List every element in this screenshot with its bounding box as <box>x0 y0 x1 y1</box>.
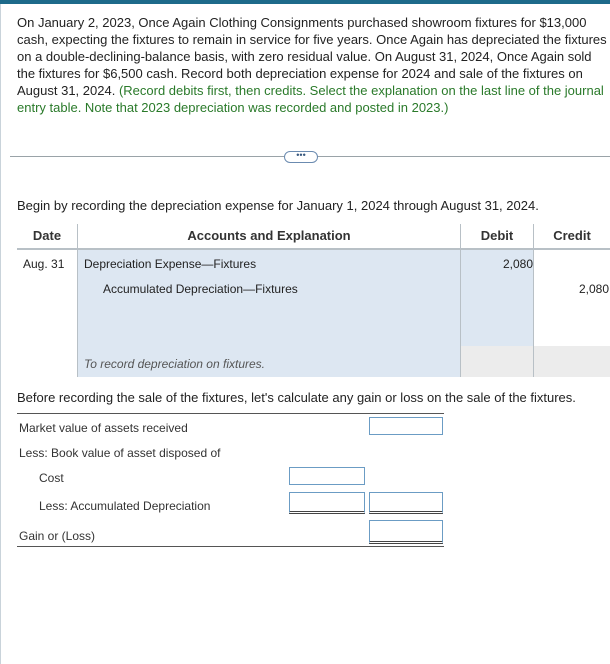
depreciation-instruction: Begin by recording the depreciation expense for January 1, 2024 through August 31, 2024. <box>17 198 539 213</box>
gain-loss-instruction: Before recording the sale of the fixtures, let's calculate any gain or loss on the sale of the fixtures. <box>17 390 576 405</box>
problem-text: On January 2, 2023, Once Again Clothing Consignments purchased showroom fixtures for $13,000 cash, expecting the fixtures to remain in service for five years. Once Again has depreciated the fixtures on a double-declining-balance basis, with zero residual value. On August 31, 2024, Once Again sold the fixtures for $6,500 cash. Record both depreciation expense for 2024 and sale of the fixtures on August 31, 2024. <box>17 15 607 98</box>
debit-header: Debit <box>461 224 533 250</box>
book-value-label: Less: Book value of asset disposed of <box>19 446 221 460</box>
problem-hint: (Record debits first, then credits. Select the explanation on the last line of the journal entry table. Note that 2023 depreciation was recorded and posted in 2023.) <box>17 83 604 115</box>
book-value-input[interactable] <box>369 492 443 514</box>
credit-account[interactable]: Accumulated Depreciation—Fixtures <box>103 282 298 296</box>
credit-explanation-row <box>534 346 610 377</box>
entry-explanation[interactable]: To record depreciation on fixtures. <box>84 357 265 371</box>
problem-statement <box>17 14 609 116</box>
gain-loss-top-rule <box>17 413 444 414</box>
credit-amount[interactable]: 2,080 <box>578 282 609 296</box>
accumulated-depreciation-label: Less: Accumulated Depreciation <box>39 499 211 513</box>
date-header: Date <box>17 224 77 250</box>
gain-loss-bottom-rule <box>17 546 444 547</box>
debit-amount[interactable]: 2,080 <box>502 257 533 271</box>
left-border <box>0 4 1 664</box>
column-divider <box>460 224 461 377</box>
accumulated-depreciation-input[interactable] <box>289 492 365 514</box>
gain-loss-label: Gain or (Loss) <box>19 529 96 543</box>
credit-header: Credit <box>534 224 610 250</box>
market-value-input[interactable] <box>369 417 443 435</box>
debit-account[interactable]: Depreciation Expense—Fixtures <box>84 257 257 271</box>
accounts-header: Accounts and Explanation <box>78 224 460 250</box>
expand-more-button[interactable]: ••• <box>284 151 318 163</box>
gain-loss-input[interactable] <box>369 520 443 544</box>
top-accent-bar <box>0 0 610 4</box>
column-divider <box>533 224 534 377</box>
column-divider <box>77 224 78 377</box>
entry-date: Aug. 31 <box>23 257 65 271</box>
journal-entry-table <box>17 224 610 377</box>
market-value-label: Market value of assets received <box>19 421 188 435</box>
cost-label: Cost <box>39 471 64 485</box>
debit-explanation-row <box>461 346 533 377</box>
cost-input[interactable] <box>289 467 365 485</box>
